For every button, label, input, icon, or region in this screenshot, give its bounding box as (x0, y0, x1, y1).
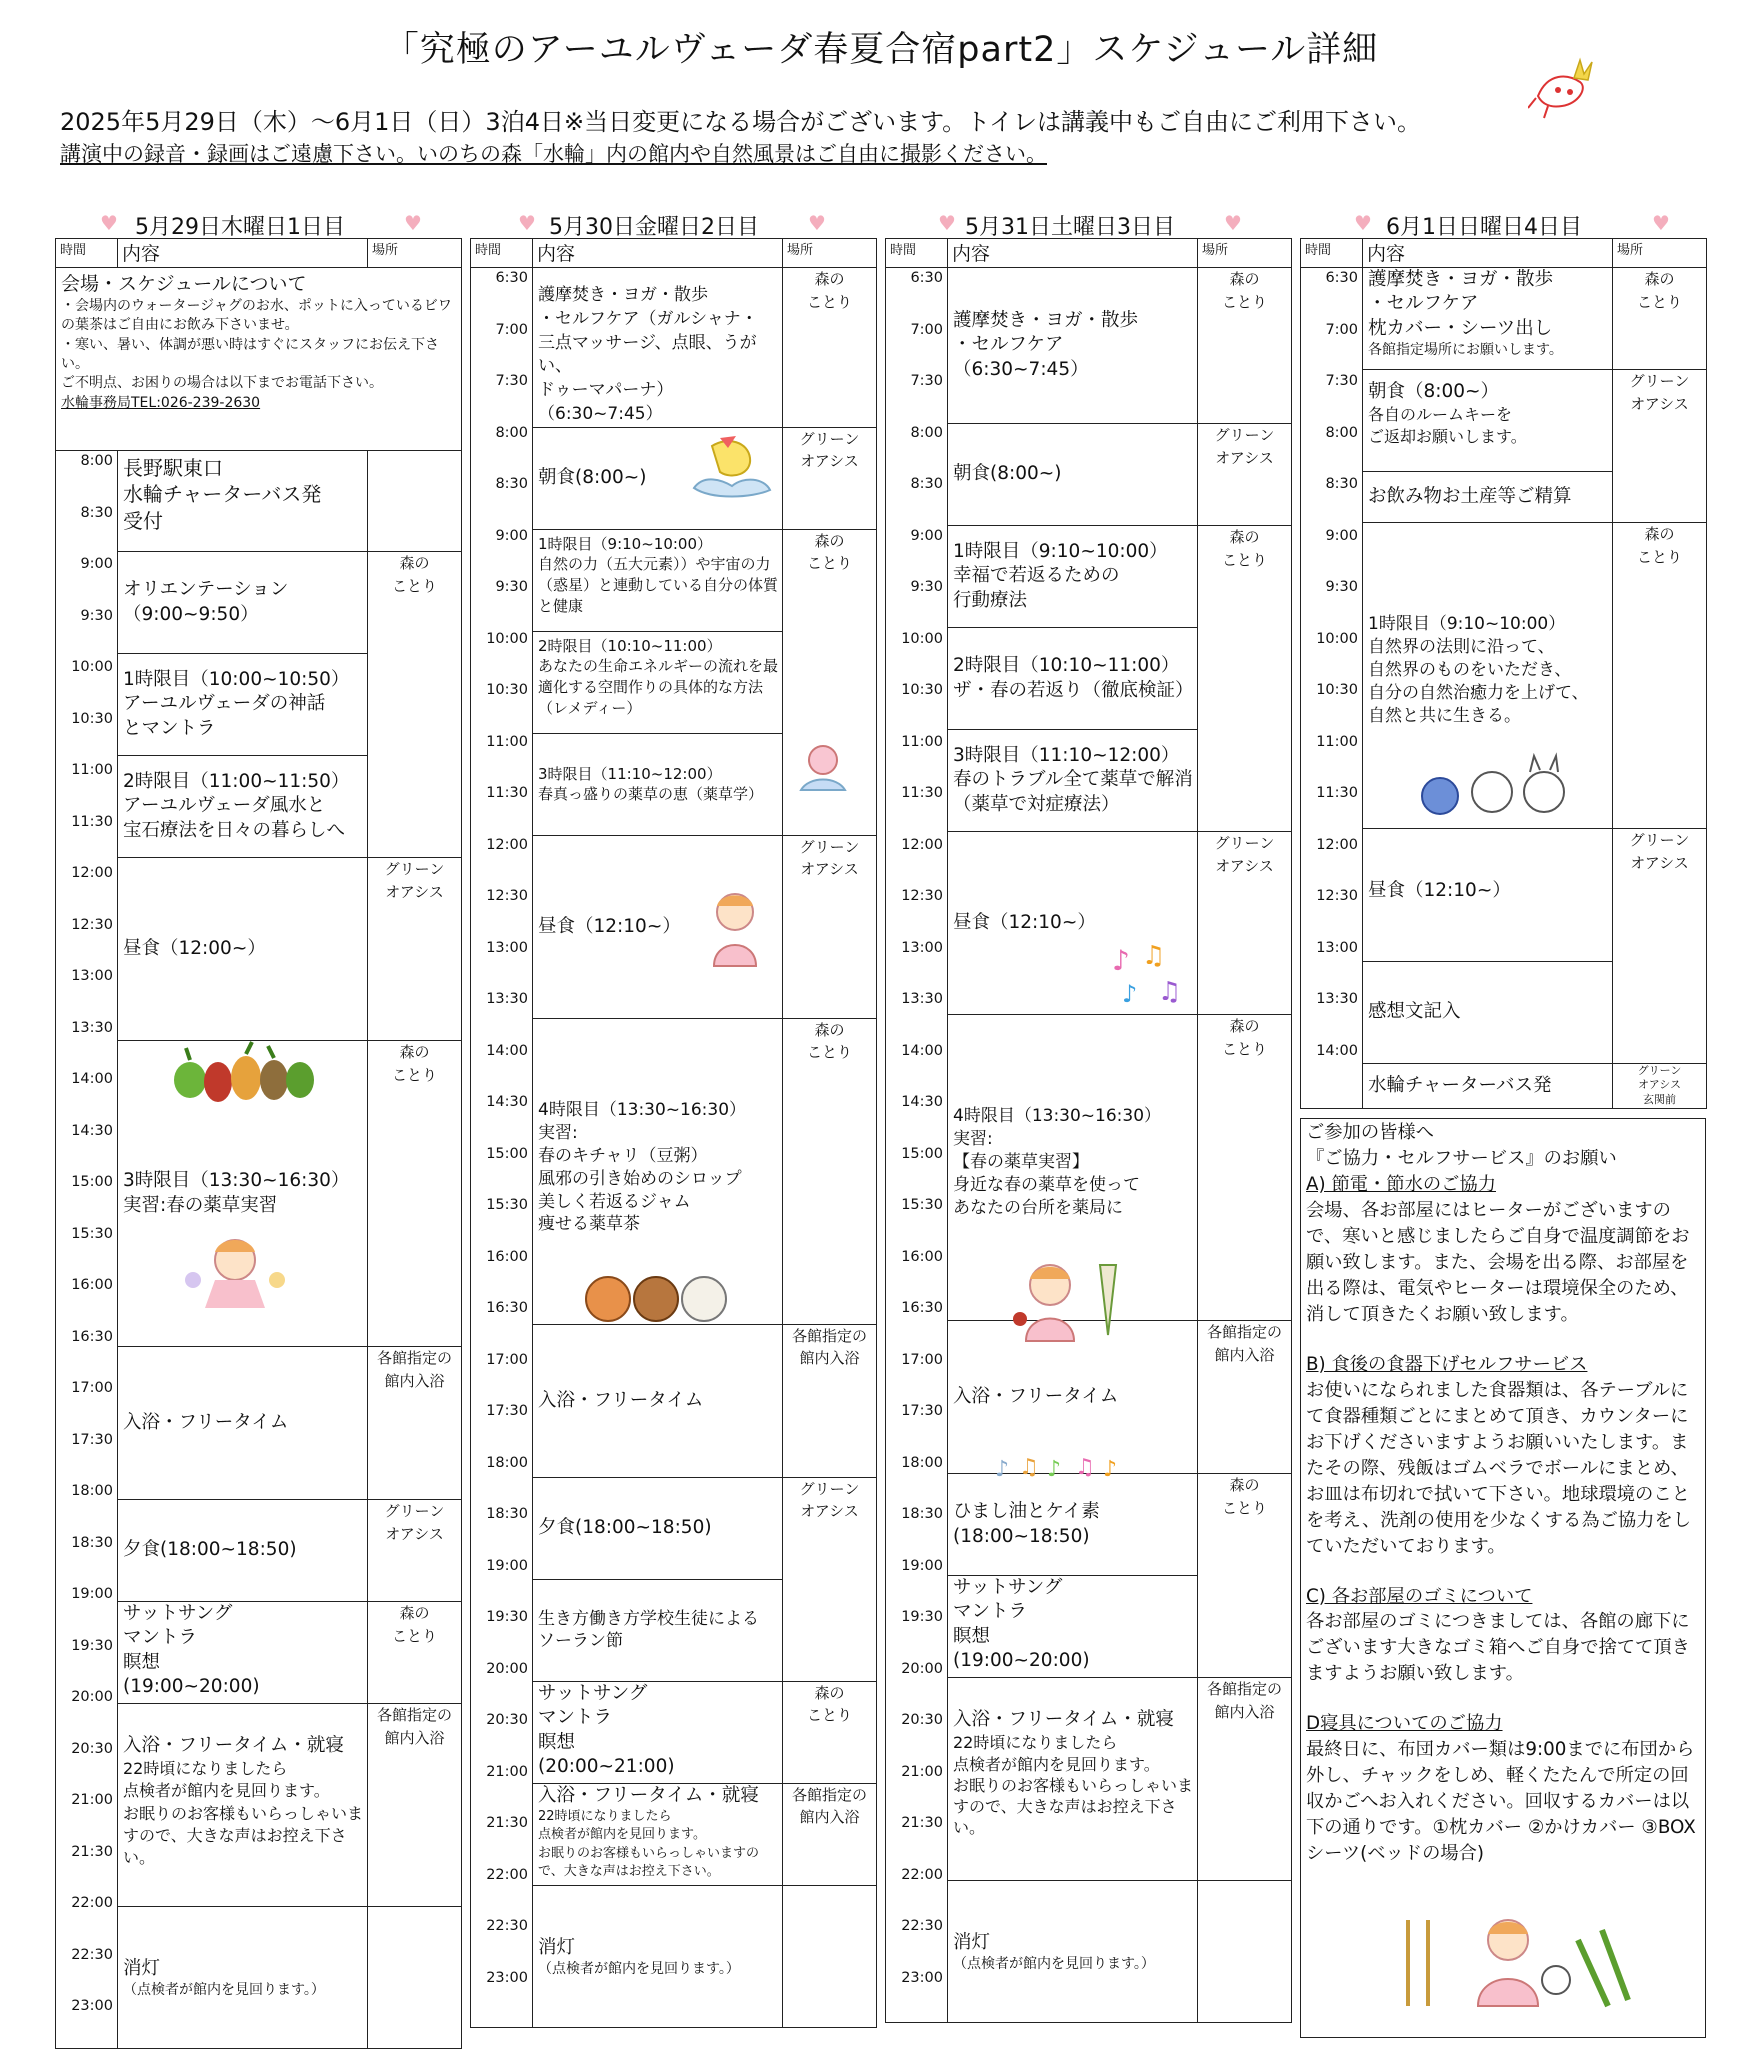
heart-icon: ♥ (404, 211, 422, 235)
time-label: 22:00 (486, 1866, 528, 1883)
day2-dinner: 夕食(18:00~18:50) (533, 1477, 783, 1579)
time-label: 13:30 (71, 1019, 113, 1036)
place-bath: 各館指定の 館内入浴 (783, 1783, 877, 1885)
day2-header: 5月30日金曜日2日目 (549, 215, 759, 240)
time-label: 14:30 (71, 1122, 113, 1139)
day2-bath: 入浴・フリータイム (533, 1324, 783, 1477)
col-content: 内容 (533, 239, 783, 268)
time-label: 18:00 (901, 1454, 943, 1471)
time-label: 7:00 (910, 321, 943, 338)
time-label: 22:00 (71, 1895, 113, 1911)
intro-phone: 水輪事務局TEL:026-239-2630 (61, 394, 261, 411)
day2-soran: 生き方働き方学校生徒による ソーラン節 (533, 1579, 783, 1681)
notes-c-title: C) 各お部屋のゴミについて (1306, 1585, 1533, 1607)
time-label: 13:00 (1316, 939, 1358, 956)
time-label: 20:00 (486, 1660, 528, 1677)
col-time: 時間 (1301, 239, 1363, 268)
time-label: 11:30 (1316, 785, 1358, 801)
kitchen-doodle (1378, 1910, 1638, 2010)
time-label: 15:30 (71, 1225, 113, 1242)
time-label: 9:30 (495, 579, 528, 595)
time-label: 13:00 (901, 939, 943, 956)
place-bath: 各館指定の 館内入浴 (783, 1324, 877, 1477)
place-mori: 森の ことり (368, 552, 462, 858)
place-green: グリーン オアシス (368, 858, 462, 1041)
day2-table (470, 238, 877, 2028)
place-bath: 各館指定の 館内入浴 (1198, 1678, 1292, 1881)
day1-header: 5月29日木曜日1日目 (135, 215, 345, 240)
day2-lunch: 昼食（12:10~） (533, 835, 783, 1018)
time-label: 16:30 (486, 1300, 528, 1316)
day1-lunch: 昼食（12:00~） (118, 858, 368, 1041)
time-label: 12:00 (901, 836, 943, 853)
place-mori: 森の ことり (1613, 268, 1707, 370)
time-label: 10:30 (1316, 682, 1358, 698)
place-green: グリーン オアシス (1613, 829, 1707, 1064)
svg-text:♪: ♪ (1047, 1457, 1062, 1482)
notice-dates: 2025年5月29日（木）～6月1日（日）3泊4日※当日変更になる場合がございます。トイレは講義中もご自由にご利用下さい。 (60, 108, 1421, 136)
intro-line: ・寒い、暑い、体調が悪い時はすぐにスタッフにお伝え下さい。 (61, 336, 439, 373)
day2-night: 入浴・フリータイム・就寝 22時頃になりましたら 点検者が館内を見回ります。 お眠りのお客様もいらっしゃいますので、大きな声はお控え下さい。 (533, 1783, 783, 1885)
day3-period1: 1時限目（9:10~10:00） 幸福で若返るための 行動療法 (948, 526, 1198, 628)
day3-table (885, 238, 1292, 2023)
time-label: 11:00 (901, 733, 943, 750)
time-label: 8:00 (910, 424, 943, 441)
col-place: 場所 (783, 239, 877, 268)
col-time: 時間 (56, 239, 118, 268)
time-label: 21:30 (71, 1843, 113, 1860)
time-label: 13:00 (71, 968, 113, 984)
day1-satsang: サットサング マントラ 瞑想 (19:00~20:00) (118, 1602, 368, 1704)
time-label: 12:30 (71, 916, 113, 933)
time-column (886, 268, 948, 2023)
place-green: グリーン オアシス (783, 835, 877, 1018)
day1-intro (56, 268, 462, 451)
time-label: 18:00 (486, 1454, 528, 1471)
time-label: 11:30 (486, 785, 528, 801)
time-label: 22:30 (486, 1918, 528, 1934)
day2-breakfast: 朝食(8:00~) (533, 427, 783, 529)
time-label: 10:00 (71, 659, 113, 675)
time-label: 10:30 (71, 710, 113, 727)
time-label: 15:30 (901, 1197, 943, 1213)
time-label: 23:00 (71, 1998, 113, 2014)
time-label: 10:30 (486, 682, 528, 698)
time-label: 15:30 (486, 1197, 528, 1213)
place-mori: 森の ことり (1198, 1015, 1292, 1321)
place-mori: 森の ことり (783, 529, 877, 835)
day3-breakfast: 朝食(8:00~) (948, 424, 1198, 526)
day1-period2: 2時限目（11:00~11:50） アーユルヴェーダ風水と 宝石療法を日々の暮らしへ (118, 756, 368, 858)
place-mori: 森の ことり (1198, 526, 1292, 832)
place-green: グリーン オアシス (783, 1477, 877, 1681)
day1-orientation: オリエンテーション （9:00~9:50） (118, 552, 368, 654)
time-label: 16:00 (901, 1248, 943, 1265)
heart-icon: ♥ (100, 211, 118, 235)
col-content: 内容 (948, 239, 1198, 268)
place-bath: 各館指定の 館内入浴 (368, 1704, 462, 1907)
vegetables-doodle (170, 1040, 320, 1110)
time-label: 13:00 (486, 939, 528, 956)
day4-bus: 水輪チャーターバス発 (1363, 1064, 1613, 1109)
day1-night: 入浴・フリータイム・就寝 22時頃になりましたら 点検者が館内を見回ります。 お眠りのお客様もいらっしゃいますので、大きな声はお控え下さい。 (118, 1704, 368, 1907)
time-label: 22:30 (901, 1918, 943, 1934)
place-green: グリーン オアシス (783, 427, 877, 529)
day2-period2: 2時限目（10:10~11:00） あなたの生命エネルギーの流れを最適化する空間作りの具体的な方法（レメディー） (533, 631, 783, 733)
mascot-doodle (1528, 52, 1600, 120)
notes-a-body: 会場、各お部屋にはヒーターがございますので、寒いと感じましたらご自身で温度調節をお願い致します。また、会場を出る際、お部屋を出る際は、電気やヒーターは環境保全のため、消して頂きたくお願い致します。 (1306, 1199, 1690, 1325)
time-column (1301, 268, 1363, 1109)
heart-icon: ♥ (1652, 211, 1670, 235)
time-label: 19:30 (71, 1637, 113, 1654)
day4-morning: 護摩焚き・ヨガ・散歩 ・セルフケア 枕カバー・シーツ出し 各館指定場所にお願いします。 (1363, 268, 1613, 370)
time-label: 7:00 (1325, 321, 1358, 338)
time-label: 18:30 (486, 1506, 528, 1522)
time-label: 11:00 (486, 733, 528, 750)
time-label: 18:00 (71, 1483, 113, 1499)
col-content: 内容 (118, 239, 368, 268)
day4-survey: 感想文記入 (1363, 962, 1613, 1064)
time-label: 9:00 (80, 556, 113, 572)
time-label: 6:30 (1325, 270, 1358, 286)
time-label: 16:30 (901, 1300, 943, 1316)
time-label: 8:30 (910, 476, 943, 492)
time-label: 20:00 (71, 1689, 113, 1705)
time-label: 19:00 (901, 1557, 943, 1574)
time-label: 13:30 (901, 991, 943, 1007)
intro-line: ご不明点、お困りの場合は以下までお電話下さい。 (61, 375, 383, 392)
intro-title: 会場・スケジュールについて (61, 273, 307, 295)
time-label: 8:30 (1325, 476, 1358, 492)
friends-doodle (1410, 752, 1580, 822)
time-label: 11:00 (1316, 733, 1358, 750)
day2-morning: 護摩焚き・ヨガ・散歩 ・セルフケア（ガルシャナ・ 三点マッサージ、点眼、うがい、 ドゥーマパーナ） （6:30~7:45） (533, 268, 783, 428)
heart-icon: ♥ (518, 211, 536, 235)
svg-text:♪: ♪ (1122, 980, 1138, 1008)
time-label: 21:00 (71, 1792, 113, 1808)
day3-morning: 護摩焚き・ヨガ・散歩 ・セルフケア （6:30~7:45） (948, 268, 1198, 424)
time-column (56, 451, 118, 2049)
time-label: 22:00 (901, 1866, 943, 1883)
time-label: 19:00 (486, 1557, 528, 1574)
svg-text:♪: ♪ (995, 1457, 1010, 1482)
day3-period4: 4時限目（13:30~16:30） 実習: 【春の薬草実習】 身近な春の薬草を使って あなたの台所を薬局に (948, 1015, 1198, 1321)
time-label: 10:00 (901, 630, 943, 647)
day1-period3: 3時限目（13:30~16:30） 実習:春の薬草実習 (118, 1041, 368, 1347)
time-label: 8:00 (495, 424, 528, 441)
baby-doodle (700, 888, 770, 968)
time-label: 11:00 (71, 762, 113, 778)
time-label: 10:30 (901, 682, 943, 698)
day3-night: 入浴・フリータイム・就寝 22時頃になりましたら 点検者が館内を見回ります。 お眠りのお客様もいらっしゃいますので、大きな声はお控え下さい。 (948, 1678, 1198, 1881)
time-label: 12:00 (1316, 836, 1358, 853)
svg-text:♪: ♪ (1103, 1457, 1118, 1482)
day4-settle: お飲み物お土産等ご精算 (1363, 472, 1613, 523)
day1-arrival: 長野駅東口 水輪チャーターバス発 受付 (118, 451, 368, 552)
time-label: 17:30 (71, 1431, 113, 1448)
time-label: 14:00 (1316, 1042, 1358, 1059)
col-time: 時間 (886, 239, 948, 268)
time-label: 20:30 (486, 1712, 528, 1728)
day1-table (55, 238, 462, 2049)
day3-satsang: サットサング マントラ 瞑想 (19:00~20:00) (948, 1576, 1198, 1678)
time-label: 19:30 (486, 1609, 528, 1625)
place-cell (368, 451, 462, 552)
place-mori: 森の ことり (368, 1041, 462, 1347)
time-label: 9:30 (910, 579, 943, 595)
svg-text:♫: ♫ (1158, 977, 1182, 1007)
day4-breakfast: 朝食（8:00~） 各自のルームキーを ご返却お願いします。 (1363, 370, 1613, 472)
deity-doodle (795, 738, 851, 798)
place-bath: 各館指定の 館内入浴 (368, 1347, 462, 1500)
time-label: 8:30 (495, 476, 528, 492)
day4-lunch: 昼食（12:10~） (1363, 829, 1613, 962)
svg-text:♫: ♫ (1075, 1455, 1095, 1480)
time-label: 13:30 (486, 991, 528, 1007)
animals-doodle (580, 1265, 730, 1330)
day1-dinner: 夕食(18:00~18:50) (118, 1500, 368, 1602)
time-label: 8:00 (80, 453, 113, 469)
day1-bath: 入浴・フリータイム (118, 1347, 368, 1500)
time-label: 7:30 (495, 373, 528, 389)
day3-lights: 消灯 （点検者が館内を見回ります。） (948, 1881, 1198, 2023)
time-label: 9:00 (495, 527, 528, 544)
moon-doodle (692, 432, 772, 502)
time-label: 12:30 (486, 888, 528, 904)
day1-period1: 1時限目（10:00~10:50） アーユルヴェーダの神話 とマントラ (118, 654, 368, 756)
time-label: 12:30 (1316, 888, 1358, 904)
heart-icon: ♥ (1224, 211, 1242, 235)
col-place: 場所 (1198, 239, 1292, 268)
time-label: 19:00 (71, 1586, 113, 1602)
time-label: 7:00 (495, 321, 528, 338)
time-label: 15:00 (486, 1145, 528, 1162)
time-label: 11:30 (901, 785, 943, 801)
time-label: 21:30 (486, 1815, 528, 1831)
child-doodle (175, 1230, 295, 1310)
day4-header: 6月1日日曜日4日目 (1386, 215, 1582, 240)
time-label: 15:00 (901, 1145, 943, 1162)
day3-dinner: ひまし油とケイ素 (18:00~18:50) (948, 1474, 1198, 1576)
day3-header: 5月31日土曜日3日目 (965, 215, 1175, 240)
svg-text:♪: ♪ (1112, 944, 1130, 977)
child-veggie-doodle (1000, 1255, 1130, 1345)
place-cell (783, 1885, 877, 2027)
day2-period1: 1時限目（9:10~10:00） 自然の力（五大元素））や宇宙の力（惑星）と連動している自分の体質と健康 (533, 529, 783, 631)
time-label: 9:00 (1325, 527, 1358, 544)
time-label: 18:30 (901, 1506, 943, 1522)
time-label: 12:00 (71, 865, 113, 881)
notes-text (1306, 1120, 1702, 1867)
time-label: 16:30 (71, 1328, 113, 1345)
place-mori: 森の ことり (1198, 1474, 1292, 1678)
day1-lights: 消灯 （点検者が館内を見回ります。） (118, 1907, 368, 2049)
time-label: 23:00 (901, 1969, 943, 1986)
day3-bath: 入浴・フリータイム (948, 1321, 1198, 1474)
place-bath: 各館指定の 館内入浴 (1198, 1321, 1292, 1474)
page-title: 「究極のアーユルヴェーダ春夏合宿part2」スケジュール詳細 (383, 30, 1379, 70)
time-label: 14:00 (486, 1042, 528, 1059)
time-label: 20:30 (71, 1740, 113, 1757)
heart-icon: ♥ (808, 211, 826, 235)
place-mori: 森の ことり (783, 268, 877, 428)
place-mori: 森の ことり (368, 1602, 462, 1704)
intro-line: ・会場内のウォータージャグのお水、ポットに入っているビワの葉茶はご自由にお飲み下さいませ。 (61, 298, 452, 334)
time-label: 6:30 (495, 270, 528, 286)
time-label: 17:30 (901, 1403, 943, 1419)
time-label: 14:30 (486, 1094, 528, 1110)
place-cell (368, 1907, 462, 2049)
time-label: 16:00 (486, 1248, 528, 1265)
time-label: 9:30 (80, 607, 113, 624)
notes-d-body: 最終日に、布団カバー類は9:00までに布団から外し、チャックをしめ、軽くたたんで所定の回収かごへお入れください。回収するカバーは以下の通りです。①枕カバー ②かけカバー ③BOXシーツ(ベッドの場合) (1306, 1739, 1696, 1865)
svg-text:♫: ♫ (1019, 1455, 1039, 1480)
time-label: 23:00 (486, 1969, 528, 1986)
time-label: 14:00 (901, 1042, 943, 1059)
day4-period1: 1時限目（9:10~10:00） 自然界の法則に沿って、 自然界のものをいただき、 自分の自然治癒力を上げて、 自然と共に生きる。 (1363, 523, 1613, 829)
time-label: 22:30 (71, 1946, 113, 1963)
time-label: 6:30 (910, 270, 943, 286)
time-label: 21:00 (901, 1763, 943, 1780)
time-label: 12:00 (486, 836, 528, 853)
day3-period3: 3時限目（11:10~12:00） 春のトラブル全て薬草で解消 （薬草で対症療法） (948, 730, 1198, 832)
day4-table (1300, 238, 1707, 1109)
time-label: 9:00 (910, 527, 943, 544)
place-green: グリーン オアシス (1198, 832, 1292, 1015)
place-entrance: グリーン オアシス 玄関前 (1613, 1064, 1707, 1109)
time-label: 8:30 (80, 504, 113, 521)
time-label: 17:00 (71, 1380, 113, 1396)
col-place: 場所 (368, 239, 462, 268)
col-content: 内容 (1363, 239, 1613, 268)
day2-period3: 3時限目（11:10~12:00） 春真っ盛りの薬草の恵（薬草学） (533, 733, 783, 835)
time-label: 20:30 (901, 1712, 943, 1728)
time-label: 10:00 (1316, 630, 1358, 647)
time-label: 21:00 (486, 1763, 528, 1780)
time-label: 11:30 (71, 813, 113, 830)
notes-d-title: D寝具についてのご協力 (1306, 1713, 1503, 1735)
notes-b-title: B) 食後の食器下げセルフサービス (1306, 1353, 1588, 1375)
col-time: 時間 (471, 239, 533, 268)
time-label: 12:30 (901, 888, 943, 904)
place-mori: 森の ことり (783, 1681, 877, 1783)
time-label: 20:00 (901, 1660, 943, 1677)
time-label: 18:30 (71, 1534, 113, 1551)
place-green: グリーン オアシス (1613, 370, 1707, 523)
time-label: 15:00 (71, 1174, 113, 1190)
place-green: グリーン オアシス (1198, 424, 1292, 526)
time-label: 17:00 (901, 1351, 943, 1368)
place-cell (1198, 1881, 1292, 2023)
time-label: 21:30 (901, 1815, 943, 1831)
time-column (471, 268, 533, 2028)
place-mori: 森の ことり (1613, 523, 1707, 829)
time-label: 13:30 (1316, 991, 1358, 1007)
notes-request: 『ご協力・セルフサービス』のお願い (1306, 1147, 1617, 1169)
time-label: 7:30 (1325, 373, 1358, 389)
day2-period4: 4時限目（13:30~16:30） 実習: 春のキチャリ（豆粥） 風邪の引き始めのシロップ 美しく若返るジャム 痩せる薬草茶 (533, 1018, 783, 1324)
col-place: 場所 (1613, 239, 1707, 268)
place-green: グリーン オアシス (368, 1500, 462, 1602)
time-label: 7:30 (910, 373, 943, 389)
time-label: 19:30 (901, 1609, 943, 1625)
time-label: 14:30 (901, 1094, 943, 1110)
heart-icon: ♥ (1354, 211, 1372, 235)
time-label: 10:00 (486, 630, 528, 647)
heart-icon: ♥ (938, 211, 956, 235)
day2-satsang: サットサング マントラ 瞑想 (20:00~21:00) (533, 1681, 783, 1783)
music-notes-doodle (1108, 940, 1188, 1010)
time-label: 9:30 (1325, 579, 1358, 595)
time-label: 17:00 (486, 1351, 528, 1368)
day2-lights: 消灯 （点検者が館内を見回ります。） (533, 1885, 783, 2027)
place-mori: 森の ことり (1198, 268, 1292, 424)
time-label: 14:00 (71, 1071, 113, 1087)
time-label: 8:00 (1325, 424, 1358, 441)
notes-c-body: 各お部屋のゴミにつきましては、各館の廊下にございます大きなゴミ箱へご自身で捨てて頂きますようお願い致します。 (1306, 1611, 1690, 1685)
day3-period2: 2時限目（10:10~11:00） ザ・春の若返り（徹底検証） (948, 628, 1198, 730)
notes-b-body: お使いになられました食器類は、各テーブルにて食器種類ごとにまとめて頂き、カウンターにお下げくださいますようお願いいたします。またその際、残飯はゴムベラでボールにまとめ、お皿は布切れで拭いて下さい。地球環境のことを考え、洗剤の使用を少なくする為ご協力をしていただいております。 (1306, 1379, 1692, 1557)
svg-text:♫: ♫ (1142, 941, 1166, 971)
notes-greeting: ご参加の皆様へ (1306, 1122, 1434, 1143)
notes-a-title: A) 節電・節水のご協力 (1306, 1173, 1496, 1195)
place-mori: 森の ことり (783, 1018, 877, 1324)
day3-lunch: 昼食（12:10~） (948, 832, 1198, 1015)
time-label: 17:30 (486, 1403, 528, 1419)
notice-recording: 講演中の録音・録画はご遠慮下さい。いのちの森「水輪」内の館内や自然風景はご自由に撮影ください。 (60, 142, 1047, 166)
time-label: 16:00 (71, 1277, 113, 1293)
music-notes-doodle (995, 1450, 1135, 1486)
